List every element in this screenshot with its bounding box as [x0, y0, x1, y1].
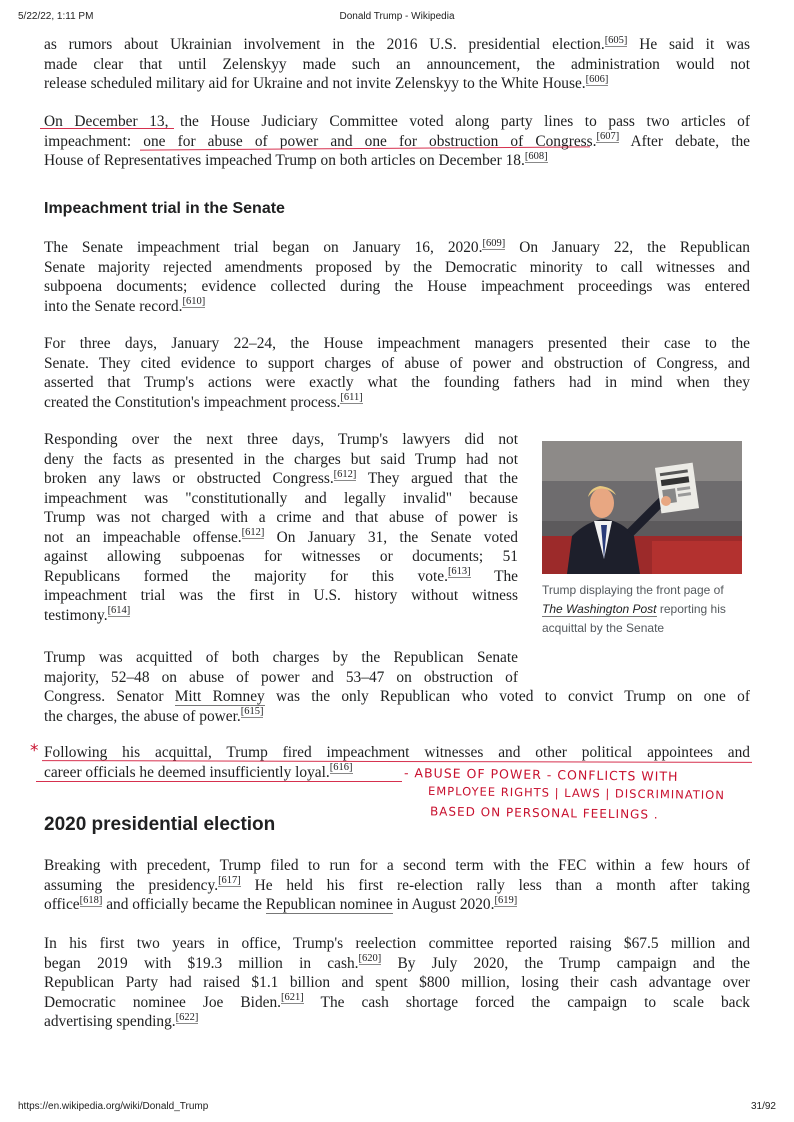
handwritten-underline [36, 781, 402, 782]
print-datetime: 5/22/22, 1:11 PM [18, 11, 94, 22]
citation-621[interactable]: [621] [281, 992, 304, 1004]
citation-618[interactable]: [618] [79, 894, 103, 906]
citation-616[interactable]: [616] [329, 762, 353, 774]
print-page-title: Donald Trump - Wikipedia [339, 11, 455, 22]
citation-619[interactable]: [619] [494, 894, 518, 906]
citation-615[interactable]: [615] [240, 706, 264, 718]
link-washington-post[interactable]: The Washington Post [542, 602, 657, 616]
figure-caption: Trump displaying the front page of The Washington Post reporting his acquittal by the Senate [542, 583, 726, 635]
paragraph-house-vote: On December 13, the House Judiciary Committee voted along party lines to pass two articles of impeachment: one for abuse of power and one for obstruction of Congress.[607] After debate, the House of Representatives impeached Trump on both articles on December 18.[608] [44, 113, 750, 169]
paragraph-lawyers: Responding over the next three days, Trump's lawyers did not deny the facts as presented in the charges but said Trump had not broken any laws or obstructed Congress.[612] They argued that the impeachment was "constitutionally and legally invalid" because Trump was not charged with a crime and that abuse of power is not an impeachable offense.[612] On January 31, the Senate voted against allowing subpoenas for witnesses or documents; 51 Republicans formed the majority for this vote.[613] The impeachment trial was the first in U.S. history without witness testimony.[614] [44, 431, 518, 624]
citation-614[interactable]: [614] [107, 605, 131, 617]
link-mitt-romney[interactable]: Mitt Romney [174, 688, 265, 705]
handwritten-note-line-1: - ABUSE OF POWER - CONFLICTS WITH [403, 765, 679, 784]
citation-612[interactable]: [612] [333, 468, 357, 480]
citation-617[interactable]: [617] [218, 875, 241, 887]
paragraph-campaign-finance: In his first two years in office, Trump's reelection committee reported raising $67.5 million and began 2019 with $19.3 million in cash.[620] By July 2020, the Trump campaign and the Republican Party had raised $1.1 billion and spent $800 million, losing their cash advantage over Democratic nominee Joe Biden.[621] The cash shortage forced the campaign to scale back advertising spending.[622] [44, 935, 750, 1030]
paragraph-acquittal: Trump was acquitted of both charges by the Republican Senate majority, 52–48 on abuse of power and 53–47 on obstruction of Congress. Senator Mitt Romney was the only Republican who voted to convict Trump on one of the charges, the abuse of power.[615] [44, 649, 750, 725]
print-page-number: 31/92 [750, 1101, 776, 1112]
link-republican-nominee[interactable]: Republican nominee [265, 896, 393, 913]
section-heading-2020-election: 2020 presidential election [44, 814, 276, 835]
paragraph-managers: For three days, January 22–24, the House impeachment managers presented their case to the Senate. They cited evidence to support charges of abuse of power and obstruction of Congress, and asserted that Trump's actions were exactly what the founding fathers had in mind when they created the Constitution's impeachment process.[611] [44, 335, 750, 411]
citation-612[interactable]: [612] [241, 527, 265, 539]
handwritten-underline [40, 128, 174, 129]
paragraph-senate-trial: The Senate impeachment trial began on January 16, 2020.[609] On January 22, the Republican Senate majority rejected amendments proposed by the Democratic minority to call witnesses and subpoena documents; evidence collected during the House impeachment proceedings was entered into the Senate record.[610] [44, 237, 750, 315]
citation-606[interactable]: [606] [585, 73, 609, 85]
paragraph-reelection-filing: Breaking with precedent, Trump filed to run for a second term with the FEC within a few hours of assuming the presidency.[617] He held his first re-election rally less than a month after taking office[618] and officially became the Republican nominee in August 2020.[619] [44, 857, 750, 913]
citation-620[interactable]: [620] [358, 953, 382, 965]
citation-607[interactable]: [607] [596, 131, 620, 143]
citation-605[interactable]: [605] [604, 34, 628, 46]
section-heading-senate-trial: Impeachment trial in the Senate [44, 200, 285, 217]
citation-611[interactable]: [611] [340, 392, 363, 404]
paragraph-ukraine: as rumors about Ukrainian involvement in the 2016 U.S. presidential election.[605] He said it was made clear that until Zelenskyy made such an announcement, the administration would not release scheduled military aid for Ukraine and not invite Zelenskyy to the White House.[606] [44, 34, 750, 92]
citation-622[interactable]: [622] [175, 1011, 199, 1023]
figure-trump-washington-post [542, 441, 742, 638]
citation-608[interactable]: [608] [524, 150, 548, 162]
citation-609[interactable]: [609] [482, 237, 506, 249]
handwritten-note-line-3: BASED ON PERSONAL FEELINGS . [429, 804, 659, 822]
handwritten-note-line-2: EMPLOYEE RIGHTS | LAWS | DISCRIMINATION [427, 783, 725, 803]
citation-610[interactable]: [610] [182, 296, 206, 308]
handwritten-star: * [30, 741, 39, 761]
paragraph-firings: Following his acquittal, Trump fired impeachment witnesses and other political appointees and career officials he deemed insufficiently loyal.[616] [44, 744, 750, 781]
trump-photo[interactable] [542, 441, 742, 574]
print-url: https://en.wikipedia.org/wiki/Donald_Trump [18, 1101, 209, 1112]
citation-613[interactable]: [613] [447, 566, 471, 578]
